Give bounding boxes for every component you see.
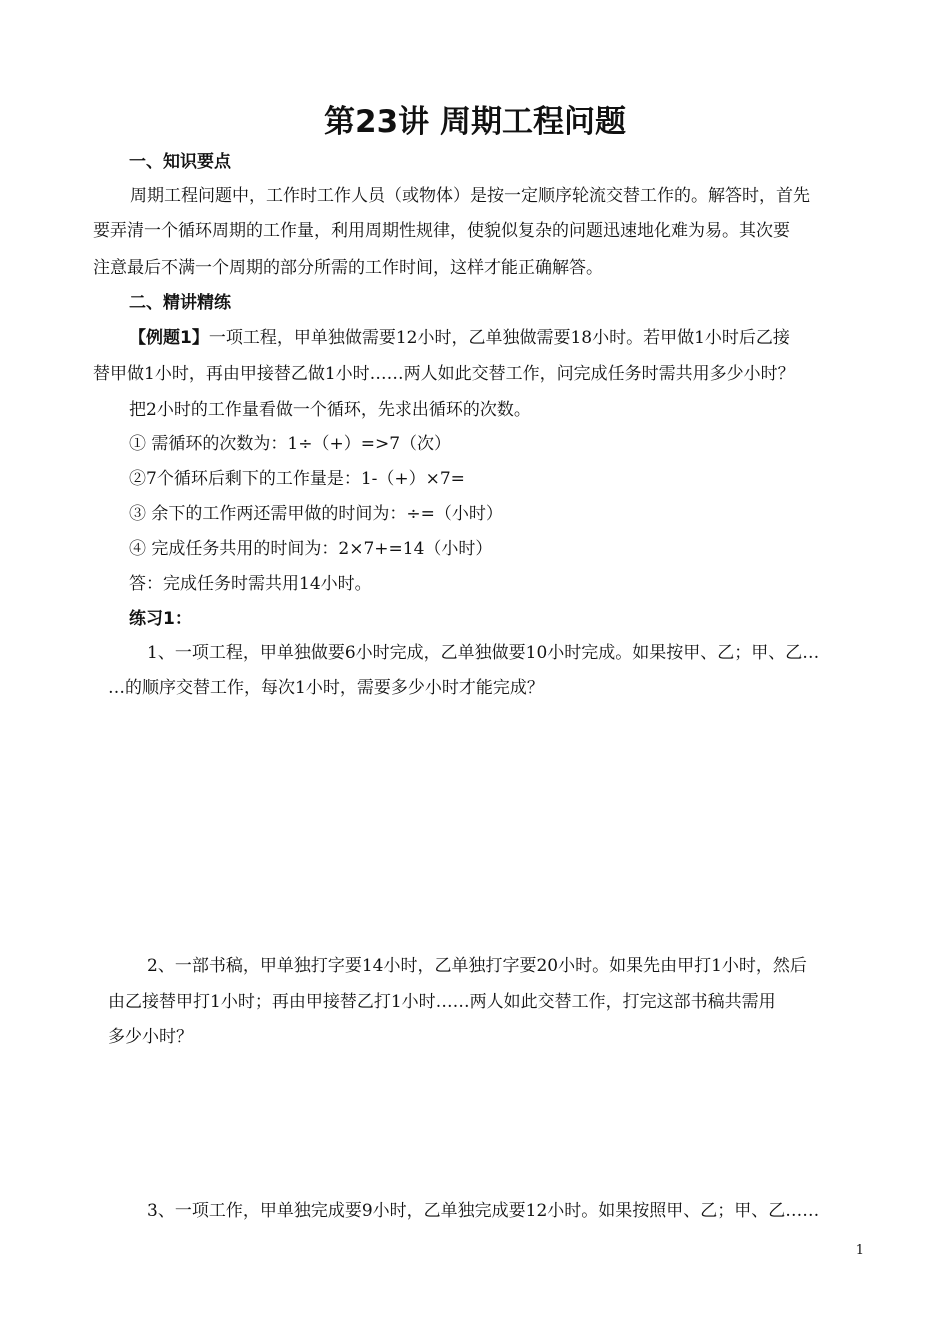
example-text-1: 一项工程，甲单独做需要12小时，乙单独做需要18小时。若甲做1小时后乙接 — [208, 328, 790, 348]
knowledge-paragraph-line-3: 注意最后不满一个周期的部分所需的工作时间，这样才能正确解答。 — [93, 258, 603, 278]
solution-step-1: ① 需循环的次数为：1÷（+）=>7（次） — [129, 434, 452, 454]
example-label: 【例题1】 — [129, 328, 209, 348]
problem-1-line-2: …的顺序交替工作，每次1小时，需要多少小时才能完成？ — [108, 678, 544, 698]
problem-2-line-1: 2、一部书稿，甲单独打字要14小时，乙单独打字要20小时。如果先由甲打1小时，然后 — [147, 956, 807, 976]
solution-step-2: ②7个循环后剩下的工作量是：1-（+）×7= — [129, 469, 465, 489]
section-heading-knowledge: 一、知识要点 — [129, 152, 231, 172]
solution-intro: 把2小时的工作量看做一个循环，先求出循环的次数。 — [129, 400, 531, 420]
example-line-1 — [129, 326, 790, 350]
solution-step-4: ④ 完成任务共用的时间为：2×7+=14（小时） — [129, 539, 493, 559]
problem-2-line-2: 由乙接替甲打1小时；再由甲接替乙打1小时……两人如此交替工作，打完这部书稿共需用 — [108, 992, 776, 1012]
knowledge-paragraph-line-2: 要弄清一个循环周期的工作量，利用周期性规律，使貌似复杂的问题迅速地化难为易。其次要 — [93, 221, 790, 241]
knowledge-paragraph-line-1: 周期工程问题中，工作时工作人员（或物体）是按一定顺序轮流交替工作的。解答时，首先 — [130, 186, 810, 206]
problem-3-line-1: 3、一项工作，甲单独完成要9小时，乙单独完成要12小时。如果按照甲、乙；甲、乙…… — [147, 1201, 820, 1221]
problem-1-line-1: 1、一项工程，甲单独做要6小时完成，乙单独做要10小时完成。如果按甲、乙；甲、乙… — [147, 643, 820, 663]
page-number: 1 — [855, 1243, 864, 1258]
page-title: 第23讲 周期工程问题 — [324, 104, 626, 140]
solution-step-3: ③ 余下的工作两还需甲做的时间为：÷=（小时） — [129, 504, 503, 524]
practice-heading: 练习1： — [129, 609, 192, 629]
solution-answer: 答：完成任务时需共用14小时。 — [129, 574, 372, 594]
section-heading-practice: 二、精讲精练 — [129, 293, 231, 313]
example-line-2: 替甲做1小时，再由甲接替乙做1小时……两人如此交替工作，问完成任务时需共用多少小时？ — [93, 364, 795, 384]
problem-2-line-3: 多少小时？ — [108, 1027, 193, 1047]
